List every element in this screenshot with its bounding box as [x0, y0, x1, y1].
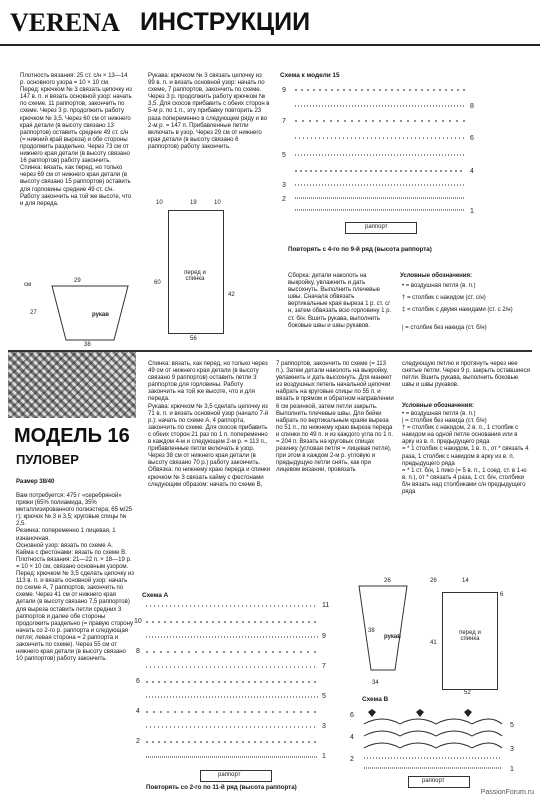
schemaB-row-label-1: 1 — [510, 766, 514, 773]
schemaA-row-label-1: 1 — [322, 753, 326, 760]
legend16-text: • = воздушная петля (в. п.) | = столбик без накида (ст. б/н) † = столбик с накидом, 2 в. п., 1 столбик с накидом на одной петле основания или в арку из в. п. предыдущего ряда = * 1 столбик с накидом, 1 в. п., от * связать 4 раза, 1 столбик с накидом в арку из в. п. предыдущего ряда = * 1 ст. б/н, 1 пико (= 5 в. п., 1 соед. ст. в 1-ю в. п.), от * связать 4 раза, 1 ст. б/н, столбики б/н вязать над столбиками с/н предыдущего ряда — [402, 410, 529, 496]
pattern15-dim-bottom: 56 — [190, 336, 197, 342]
schema15-row-label-7: 7 — [282, 118, 286, 125]
schema15-row-label-1: 1 — [470, 208, 474, 215]
model16-title: МОДЕЛЬ 16 — [14, 425, 130, 447]
model16-photo — [8, 352, 136, 418]
sleeve16-dim-side: 38 — [368, 628, 375, 634]
back-sleeves-trim-text: Спинка: вязать, как перед, но только через 49 см от нижнего края детали (в высоту связано 9 раппортов) оставить петли 3 раппортов для горловины. Работу закончить на той же высоте, что и для переда. Рукава: крючком № 3,5 сделать цепочку из 71 в. п. и вязать основной узор (начало 7-й р.): начать по схеме А, 4 раппорта, закончить по схеме. Для скосов прибавить с обеих сторон 21 раз по 1 п. попеременно в каждом 4-м и следующем 2-м р. = 113 п., прибавленные петли включать в узор. Через 38 см от нижнего края детали (в высоту связано 70 р.) работу закончить. Обвязка: по нижнему краю переда и спинки крючком № 3 связать кайму с фестонами следующим образом: начать по схеме В, — [148, 360, 270, 488]
pattern15-label: перед и спинка — [184, 270, 206, 282]
schemaB-heart-1 — [368, 709, 376, 717]
schemaA-row-label-8: 8 — [136, 648, 140, 655]
body16-label: перед и спинка — [459, 630, 481, 642]
sleeve16-dim-bottom: 34 — [372, 680, 379, 686]
schemaA-row-label-11: 11 — [322, 602, 330, 609]
schemaB-row-label-2: 2 — [350, 756, 354, 763]
assembly15-text: Сборка: детали наколоть на выкройку, увлажнить и дать высохнуть. Выполнить плечевые швы. Сначала обвязать вертикальные края выреза 1 р. ст. с/н, затем обвязать всю горловину 1 р. ст. б/н. Вшить рукава, выполнить боковые швы и швы рукавов. — [288, 272, 392, 329]
sleeve15-diagram — [22, 278, 132, 344]
schema15-row-label-2: 2 — [282, 196, 286, 203]
sleeve15-shape — [52, 286, 128, 340]
body16-dim-bottom: 52 — [464, 690, 471, 696]
brand-logo: VERENA — [10, 8, 120, 37]
schemaA-row-label-6: 6 — [136, 678, 140, 685]
schemaB-rapport-label: раппорт — [422, 778, 445, 784]
watermark: PassionForum.ru — [480, 789, 534, 796]
schemaB-row-label-3: 3 — [510, 746, 514, 753]
schema15-row-label-4: 4 — [470, 168, 474, 175]
schemaA-caption: Повторять со 2-го по 11-й ряд (высота раппорта) — [146, 784, 297, 791]
density-front-back-text: Плотность вязания: 25 ст. с/н × 13—14 р. основного узора = 10 × 10 см. Перед: крючком № 3 связать цепочку из 147 в. п. и вязать основной узор: начать по схеме, 11 раппортов, закончить по схеме. Через 3 р. продолжить работу крючком № 3,5. Через 60 см от нижнего края детали (в высоту связано 13 раппортов) оставить средние 49 ст. с/н (= нижний край выреза) и обе стороны продолжить раздельно. Через 73 см от нижнего края детали (в высоту связано 16 раппортов) работу закончить. Спинка: вязать, как перед, но только через 69 см от нижнего края детали (в высоту связано 15 раппортов) оставить для горловины средние 49 ст. с/н. Работу закончить на той же высоте, что и для переда. — [20, 72, 132, 207]
model16-text: Вам потребуется: 475 г «серебряной» пряжи (65% полиамида, 35% металлизированного полиэстера; 65 м/25 г); крючок № 3 и 3,5; круговые спицы № 2,5. Резинка: попеременно 1 лицевая, 1 изнаночная. Основной узор: вязать по схеме А. Кайма с фестонами: вязать по схеме В. Плотность вязания: 21—22 п. × 18—19 р. = 10 × 10 см, связано основным узором. Перед: крючком № 3,5 сделать цепочку из 113 в. п. и вязать основной узор: начать по схеме А, 7 раппортов, закончить по схеме. Через 41 см от нижнего края детали (в высоту связано 7,5 раппортов) для выреза оставить петли средних 3 раппортов и далее обе стороны продолжить раздельно (= правую сторону начать со 2-го р. раппорта и следующая петля; левая сторона = 2 раппорта и закончить по схеме). Через 55 см от нижнего края детали (в высоту связано 10 раппортов) работу закончить. — [16, 492, 134, 663]
legend16-title: Условные обозначения: — [402, 402, 474, 409]
schemaB-row-label-6: 6 — [350, 712, 354, 719]
schema15-row-label-9: 9 — [282, 87, 286, 94]
pattern15-dim-mid: 19 — [190, 200, 197, 206]
pattern15-dim-top: 10 — [156, 200, 163, 206]
pattern15-dim-right: 10 — [214, 200, 221, 206]
sleeve15-dim-top: 29 — [74, 278, 81, 284]
schemaA-row-label-10: 10 — [134, 618, 142, 625]
schema15-chart — [285, 84, 515, 219]
model16-size: Размер 38/40 — [16, 478, 55, 485]
body16-dim-top1: 26 — [430, 578, 437, 584]
schema15-rapport-label: раппорт — [365, 224, 388, 230]
schemaB-heart-2 — [416, 709, 424, 717]
header-rule — [0, 44, 540, 46]
schemaB-row-4 — [364, 731, 502, 736]
schema15-caption: Повторять с 4-го по 9-й ряд (высота раппорта) — [288, 246, 432, 253]
body16-dim-h2: 41 — [430, 640, 437, 646]
schema15-row-label-3: 3 — [282, 182, 286, 189]
schema15-row-label-5: 5 — [282, 152, 286, 159]
schemaA-chart — [142, 602, 332, 770]
finishing16-text: следующую петлю и протянуть через нее снятые петли. Через 9 р. закрыть оставшиеся петли. Вшить рукава, выполнить боковые швы и швы рукавов. — [402, 360, 530, 389]
schemaB-row-5 — [364, 719, 502, 724]
sleeve15-dim-bottom: 38 — [84, 342, 91, 348]
page-header — [0, 0, 540, 44]
pattern15-dim-left: 60 — [154, 280, 161, 286]
schemaA-title: Схема А — [142, 592, 169, 599]
sleeves-text: Рукава: крючком № 3 связать цепочку из 99 в. п. и вязать основной узор: начать по схеме, 7 раппортов, закончить по схеме. Через 3 р. продолжить работу крючком № 3,5. Для скосов прибавить с обеих сторон в 5-м р. по 1 п., эту прибавку повторить 23 раза попеременно в следующем ряду и во 2-м р. = 147 п. Прибавленные петли включать в узор. Через 29 см от нижнего края детали (в высоту связано 6 раппортов) работу закончить. — [148, 72, 270, 150]
model16-garment: ПУЛОВЕР — [16, 452, 79, 467]
schemaB-hearts — [368, 709, 472, 717]
legend15-item-3: ‡ = столбик с двумя накидами (ст. с 2/н) — [402, 306, 513, 313]
sleeve16-shape — [359, 586, 407, 670]
sleeve15-unit: см — [24, 282, 32, 288]
legend15-title: Условные обозначения: — [400, 272, 472, 279]
schemaA-row-label-5: 5 — [322, 693, 326, 700]
schemaA-row-label-4: 4 — [136, 708, 140, 715]
schema15-row-label-8: 8 — [470, 103, 474, 110]
schemaB-row-label-5: 5 — [510, 722, 514, 729]
schemaA-row-label-2: 2 — [136, 738, 140, 745]
schemaA-rapport-label: раппорт — [218, 772, 241, 778]
schemaA-row-label-3: 3 — [322, 723, 326, 730]
assembly16-text: 7 раппортов, закончить по схеме (= 113 п.). Затем детали наколоть на выкройку, увлажнить и дать высохнуть. Для манжет из воздушных петель начальной цепочки набрать на круговые спицы по 55 п. и вязать в прямом и обратном направлении 6 см резинкой, затем петли закрыть. Выполнить плечевые швы. Для бейки набрать по вертикальным краям выреза по 51 п., по нижнему краю выреза переда и спинки по 49 п. и из каждого угла по 1 п. = 204 п. Вязать на круговых спицах резинку (угловая петля = лицевая петля), при этом в каждом 2-м р. угловую и предыдущую петли снять, как при лицевом вязании, провязать — [276, 360, 394, 474]
schemaA-row-label-9: 9 — [322, 633, 326, 640]
schemaB-row-3 — [364, 743, 502, 748]
sleeve16-diagram — [345, 580, 415, 676]
body16-dim-top2: 14 — [462, 578, 469, 584]
legend15-item-1: • = воздушная петля (в. п.) — [402, 282, 476, 289]
schemaA-row-label-7: 7 — [322, 663, 326, 670]
schema15-title: Схема к модели 15 — [280, 72, 340, 79]
page-title: ИНСТРУКЦИИ — [140, 8, 311, 36]
schemaB-heart-3 — [464, 709, 472, 717]
legend15-item-4: | = столбик без накида (ст. б/н) — [402, 324, 487, 331]
legend15-item-2: † = столбик с накидом (ст. с/н) — [402, 294, 486, 301]
sleeve15-label: рукав — [92, 312, 109, 318]
sleeve16-dim-top: 26 — [384, 578, 391, 584]
body16-dim-h1: 6 — [500, 592, 504, 598]
sleeve15-dim-side: 27 — [30, 310, 37, 316]
sleeve16-label: рукав — [384, 634, 401, 640]
schema15-row-label-6: 6 — [470, 135, 474, 142]
schemaB-chart — [358, 706, 508, 776]
schema15-svg — [285, 84, 515, 219]
pattern15-dim-height: 42 — [228, 292, 235, 298]
schemaB-row-label-4: 4 — [350, 734, 354, 741]
schemaB-title: Схема В — [362, 696, 389, 703]
